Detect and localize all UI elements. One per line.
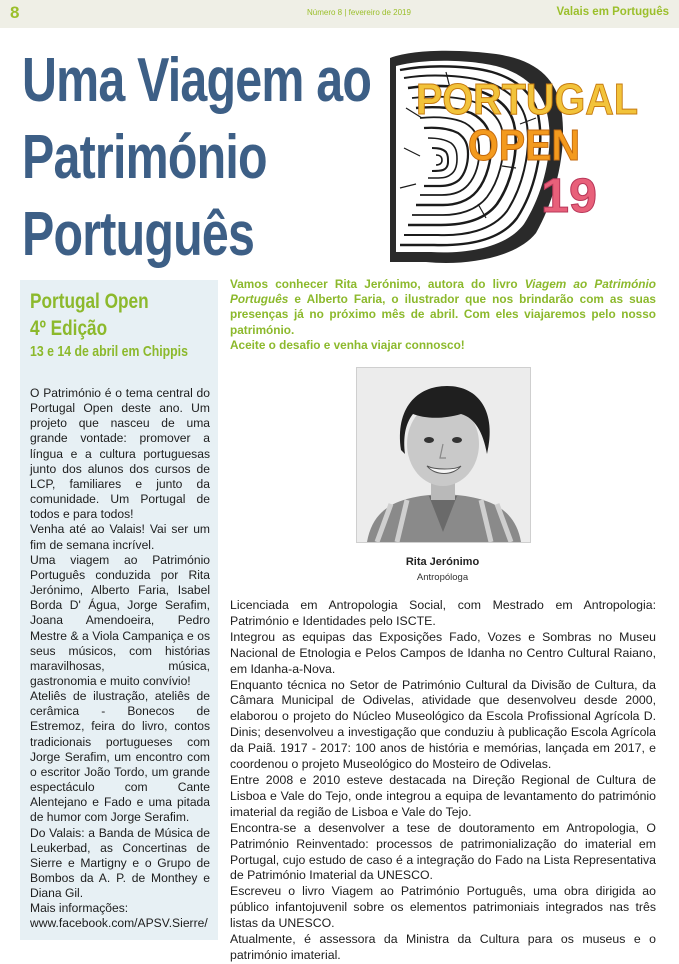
sidebar-heading-date: 13 e 14 de abril em Chippis [30,343,188,360]
sidebar-paragraph: Do Valais: a Banda de Música de Leukerbad, as Concertinas de Sierre e Martigny e o Grupo de Bombos da A. P. de Monthey e Diana Gil. [30,825,210,901]
sidebar-paragraph: Uma viagem ao Património Português conduzida por Rita Jerónimo, Alberto Faria, Isabel Borda D' Água, Jorge Serafim, Joana Amendoeira, Pedro Mestre & a Viola Campaniça e os seus músicos, com histórias maravilhosas, música, gastronomia e muito convívio! [30,552,210,688]
bio-paragraph: Encontra-se a desenvolver a tese de doutoramento em Antropologia, O Património Reinventado: processos de patrimonialização do imaterial em Portugal, cujo estudo de caso é a integração do Fado na Lista Representativa de Património Imaterial da UNESCO. [230,820,656,883]
page-number: 8 [10,3,20,22]
sidebar-heading [30,288,220,362]
intro-text [230,277,656,353]
photo-caption-name: Rita Jerónimo [405,556,480,568]
portrait-photo [356,367,531,543]
title-line-1: Uma Viagem ao [22,46,372,115]
issue-info: Número 8 | fevereiro de 2019 [307,8,411,17]
bio-paragraph: Entre 2008 e 2010 esteve destacada na Direção Regional de Cultura de Lisboa e Vale do Tejo, onde integrou a equipa de levantamento do património imaterial da região de Lisboa e Vale do Tejo. [230,772,656,819]
biography-text [230,598,656,964]
sidebar-heading-event: Portugal Open [30,290,149,313]
intro-book-title: Viagem ao Património Português [230,277,656,307]
event-sidebar [20,280,218,940]
photo-caption-role: Antropóloga [416,572,469,583]
bio-paragraph: Licenciada em Antropologia Social, com Mestrado em Antropologia: Património e Identidades pelo ISCTE. [230,598,656,628]
sidebar-body [30,386,210,932]
bio-paragraph: Integrou as equipas das Exposições Fado, Vozes e Sombras no Museu Nacional de Etnologia e Pelos Campos de Idanha no Centro Cultural Raiano, em Idanha-a-Nova. [230,629,656,676]
logo-line-1: PORTUGAL [416,75,638,124]
publication-name: Valais em Português [556,6,669,18]
intro-invitation: Aceite o desafio e venha viajar connosco! [230,337,465,352]
portugal-open-logo [386,48,646,266]
page-header [0,0,679,28]
article-title [22,42,372,273]
bio-paragraph: Escreveu o livro Viagem ao Património Português, uma obra dirigida ao público infantojuvenil sobre os elementos patrimoniais integrados nas três listas da UNESCO. [230,884,656,931]
bio-paragraph: Enquanto técnica no Setor de Património Cultural da Divisão de Cultura, da Câmara Municipal de Odivelas, atividade que desenvolveu desde 2000, elaborou o projeto do Núcleo Museológico da Escola Profissional Agrícola D. Dinis; desenvolveu a investigação que conduziu à publicação Escola Agrícola da Paiã. 1917 - 2017: 100 anos de história e memórias, lançada em 2017, e coordenou o projeto Museológico do Mosteiro de Odivelas. [230,677,656,772]
facebook-link[interactable]: www.facebook.com/APSV.Sierre/ [30,916,208,931]
portrait-illustration [357,368,530,542]
sidebar-paragraph: Ateliês de ilustração, ateliês de cerâmica - Bonecos de Estremoz, feira do livro, contos tradicionais portugueses com Jorge Serafim, um encontro com o escritor João Tordo, um grande espectáculo com Cante Alentejano e Fado e uma pitada de humor com Jorge Serafim. [30,689,210,825]
sidebar-paragraph: Venha até ao Valais! Vai ser um fim de semana incrível. [30,522,210,552]
more-info-label: Mais informações: [30,901,129,916]
intro-part-1: Vamos conhecer Rita Jerónimo, autora do livro [230,277,525,291]
sidebar-heading-edition: 4º Edição [30,317,108,340]
title-line-3: Português [22,200,255,269]
logo-year: 19 [541,170,597,223]
logo-line-2: OPEN [468,121,580,170]
bio-paragraph: Atualmente, é assessora da Ministra da Cultura para os museus e o património imaterial. [230,932,656,962]
sidebar-paragraph: O Património é o tema central do Portugal Open deste ano. Um projeto que nasceu de uma grande vontade: promover a língua e a cultura portuguesas junto dos alunos dos cursos de LCP, familiares e junto da comunidade. Um Portugal de todos e para todos! [30,386,210,522]
intro-part-2: e Alberto Faria, o ilustrador que nos brindarão com as suas presenças já no próximo mês de abril. Com eles viajaremos pelo nosso património. [230,292,656,337]
title-line-2: Património [22,123,267,192]
